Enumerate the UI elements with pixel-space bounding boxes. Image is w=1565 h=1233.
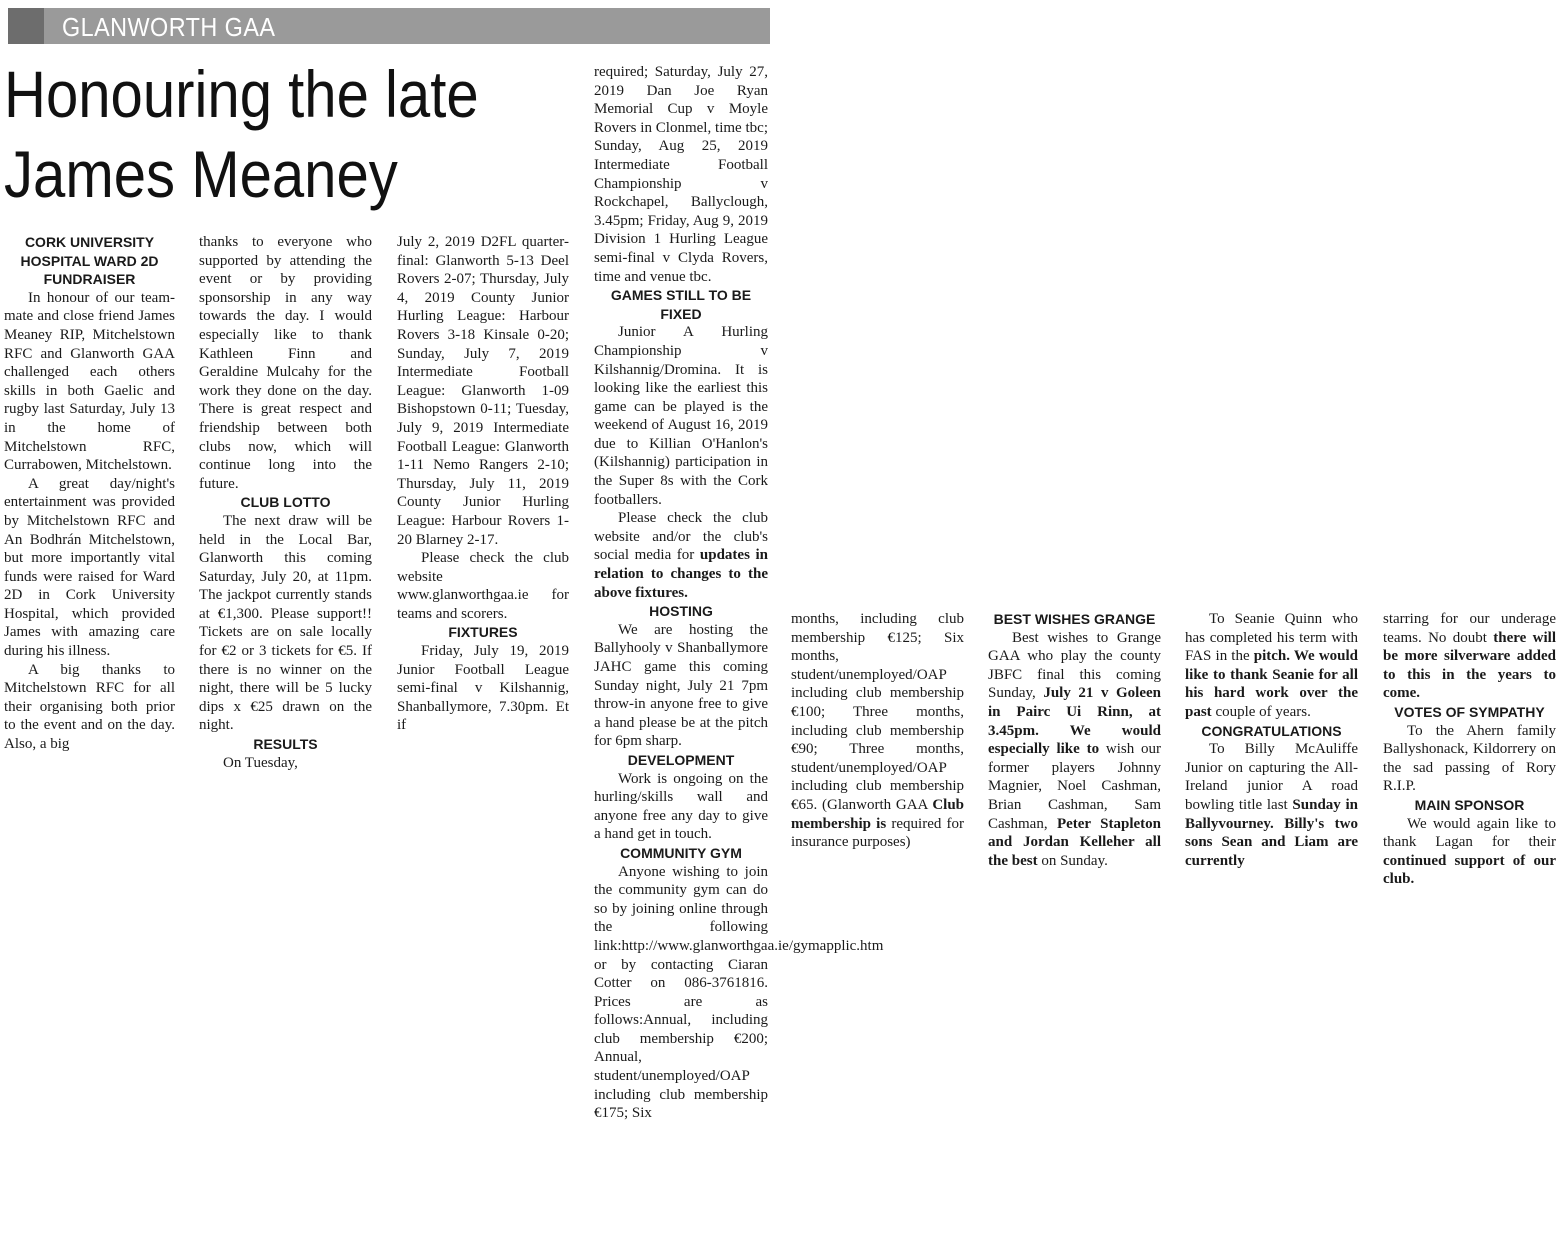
text-span: couple of years. bbox=[1215, 703, 1311, 720]
column-5 bbox=[791, 610, 964, 852]
column-7 bbox=[1185, 610, 1358, 870]
heading-best-wishes-grange: BEST WISHES GRANGE bbox=[993, 611, 1156, 627]
text-span-bold: Peter Stapleton and Jordan Kelleher all the best bbox=[988, 815, 1161, 869]
paragraph: required; Saturday, July 27, 2019 Dan Joe Ryan Memorial Cup v Moyle Rovers in Clonmel, time tbc; Sunday, Aug 25, 2019 Intermediate Football Championship v Rockchapel, Ballyclough, 3.45pm; Friday, Aug 9, 2019 Division 1 Hurling League semi-final v Clyda Rovers, time and venue tbc. bbox=[594, 64, 768, 285]
paragraph: On Tuesday, bbox=[223, 754, 298, 771]
paragraph: July 2, 2019 D2FL quarter-final: Glanworth 5-13 Deel Rovers 2-07; Thursday, July 4, 2019 County Junior Hurling League: Harbour Rovers 3-18 Kinsale 0-20; Sunday, July 7, 2019 Intermediate Football League: Glanworth 1-09 Bishopstown 0-11; Tuesday, July 9, 2019 Intermediate Football League: Glanworth 1-11 Nemo Rangers 2-10; Thursday, July 11, 2019 County Junior Hurling League: Harbour Rovers 1-20 Blarney 2-17. bbox=[397, 234, 569, 548]
paragraph bbox=[1185, 740, 1358, 870]
text-span-bold: pitch. We would like to thank Seanie for all his hard work over the past bbox=[1185, 648, 1359, 720]
section-title: GLANWORTH GAA bbox=[62, 12, 276, 42]
text-span-bold: July 21 v Goleen in Pairc Ui Rinn, at 3.45pm. We would especially like to bbox=[988, 685, 1161, 758]
paragraph: The next draw will be held in the Local Bar, Glanworth this coming Saturday, July 20, at 11pm. The jackpot currently stands at €1,300. Please support!! Tickets are on sale locally for €2 or 3 tickets for €5. If there is no winner on the night, there will be 5 lucky dips x €25 drawn on the night. bbox=[199, 512, 372, 734]
paragraph: Junior A Hurling Championship v Kilshannig/Dromina. It is looking like the earliest this game can be played is the weekend of August 16, 2019 due to Killian O'Hanlon's (Kilshannig) participation in the Super 8s with the Cork footballers. bbox=[594, 324, 768, 508]
heading-development: DEVELOPMENT bbox=[627, 751, 735, 768]
column-6 bbox=[988, 610, 1161, 870]
column-8 bbox=[1383, 610, 1556, 889]
paragraph: A great day/night's entertainment was provided by Mitchelstown RFC and An Bodhrán Mitchelstown, but more importantly vital funds were raised for Ward 2D in Cork University Hospital, which provided James with amazing care during his illness. bbox=[4, 475, 175, 660]
paragraph: Please check the club website www.glanworthgaa.ie for teams and scorers. bbox=[397, 550, 569, 622]
text-span: months, including club membership €125; Six months, student/unemployed/OAP including club membership €100; Three months, including club membership €90; Three months, student/unemployed/OAP including club membership €65. (Glanworth GAA bbox=[791, 611, 964, 813]
heading-main-sponsor: MAIN SPONSOR bbox=[1414, 796, 1525, 813]
heading-club-lotto: CLUB LOTTO bbox=[240, 494, 331, 511]
text-span: starring for our underage teams. No doubt bbox=[1383, 611, 1556, 646]
text-span-bold: Sunday in Ballyvourney. Billy's two sons Sean and Liam are currently bbox=[1185, 796, 1358, 869]
text-span: Please check the club website and/or the club's social media for bbox=[594, 510, 768, 564]
text-span: required for insurance purposes) bbox=[791, 815, 965, 851]
heading-games-to-be-fixed: GAMES STILL TO BE FIXED bbox=[610, 287, 752, 322]
text-span: We would again like to thank Lagan for their bbox=[1383, 815, 1556, 851]
paragraph: In honour of our team-mate and close friend James Meaney RIP, Mitchelstown RFC and Glanworth GAA challenged each others skills in both Gaelic and rugby last Saturday, July 13 in the home of Mitchelstown RFC, Currabowen, Mitchelstown. bbox=[4, 289, 175, 474]
column-3 bbox=[397, 233, 569, 735]
heading-fundraiser: CORK UNIVERSITY HOSPITAL WARD 2D FUNDRAISER bbox=[20, 234, 159, 288]
paragraph bbox=[1185, 610, 1358, 722]
heading-community-gym: COMMUNITY GYM bbox=[620, 844, 742, 861]
heading-fixtures: FIXTURES bbox=[448, 624, 518, 641]
text-span-bold: Club membership is bbox=[791, 796, 964, 832]
paragraph: A big thanks to Mitchelstown RFC for all their organising both prior to the event and on the day. Also, a big bbox=[4, 661, 175, 753]
heading-hosting: HOSTING bbox=[649, 603, 713, 620]
paragraph bbox=[791, 610, 964, 852]
text-span: To Seanie Quinn who has completed his term with FAS in the bbox=[1185, 611, 1358, 665]
text-span-bold: there will be more silverware added to this in the years to come. bbox=[1383, 629, 1556, 702]
text-span: Best wishes to Grange GAA who play the county JBFC final this coming Sunday, bbox=[988, 629, 1161, 702]
paragraph: thanks to everyone who supported by attending the event or by providing sponsorship in any way towards the day. I would especially like to thank Kathleen Finn and Geraldine Mulcahy for the work they done on the day. There is great respect and friendship between both clubs now, which will continue long into the future. bbox=[199, 234, 372, 492]
paragraph: Friday, July 19, 2019 Junior Football League semi-final v Kilshannig, Shanballymore, 7.30pm. Et if bbox=[397, 643, 569, 734]
paragraph: We are hosting the Ballyhooly v Shanballymore JAHC game this coming Sunday night, July 21 7pm throw-in anyone free to give a hand please be at the pitch for 6pm sharp. bbox=[594, 621, 768, 750]
text-span: on Sunday. bbox=[1041, 852, 1108, 869]
banner-block bbox=[8, 8, 44, 44]
paragraph bbox=[594, 509, 768, 602]
paragraph bbox=[988, 629, 1161, 871]
headline: Honouring the late James Meaney bbox=[4, 57, 479, 211]
heading-votes-of-sympathy: VOTES OF SYMPATHY bbox=[1394, 703, 1545, 720]
text-span-bold: continued support of our club. bbox=[1383, 852, 1556, 888]
paragraph: Anyone wishing to join the community gym can do so by joining online through the following link:http://www.glanworthgaa.ie/gymapplic.htm or by contacting Ciaran Cotter on 086-3761816. Prices are as follows:Annual, including club membership €200; Annual, student/unemployed/OAP including club membership €175; Six bbox=[594, 863, 884, 1122]
text-span: wish our former players Johnny Magnier, Noel Cashman, Brian Cashman, Sam Cashman, bbox=[988, 741, 1161, 832]
paragraph: To the Ahern family Ballyshonack, Kildorrery on the sad passing of Rory R.I.P. bbox=[1383, 722, 1556, 795]
paragraph: Work is ongoing on the hurling/skills wall and anyone free any day to give a hand get in touch. bbox=[594, 770, 768, 843]
column-1 bbox=[4, 233, 175, 754]
heading-results: RESULTS bbox=[253, 736, 318, 753]
section-banner bbox=[8, 8, 770, 44]
column-2 bbox=[199, 233, 372, 772]
paragraph bbox=[1383, 610, 1556, 703]
text-span: To Billy McAuliffe Junior on capturing the All-Ireland junior A road bowling title last bbox=[1185, 741, 1358, 813]
paragraph bbox=[1383, 815, 1556, 889]
heading-congratulations: CONGRATULATIONS bbox=[1201, 722, 1342, 739]
text-span-bold: updates in relation to changes to the above fixtures. bbox=[594, 547, 768, 601]
